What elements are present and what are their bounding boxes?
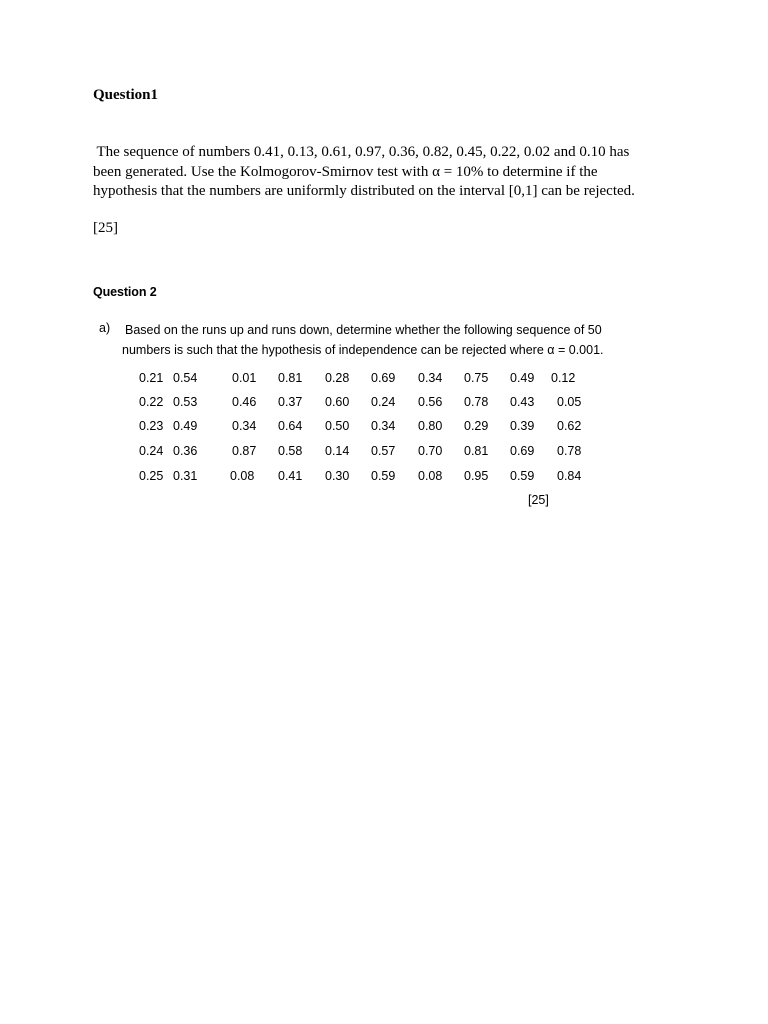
number-cell: 0.36: [173, 444, 198, 458]
number-cell: 0.34: [371, 419, 396, 433]
number-cell: 0.60: [325, 395, 350, 409]
number-cell: 0.84: [557, 469, 582, 483]
number-cell: 0.31: [173, 469, 198, 483]
number-cell: 0.34: [232, 419, 257, 433]
number-cell: 0.50: [325, 419, 350, 433]
number-cell: 0.12: [551, 371, 576, 385]
question1-body-line3: hypothesis that the numbers are uniformly distributed on the interval [0,1] can be rejected.: [93, 183, 635, 199]
number-cell: 0.59: [371, 469, 396, 483]
question1-title: Question1: [93, 87, 159, 103]
number-cell: 0.59: [510, 469, 535, 483]
number-cell: 0.64: [278, 419, 303, 433]
number-cell: 0.24: [139, 444, 164, 458]
number-cell: 0.24: [371, 395, 396, 409]
number-cell: 0.62: [557, 419, 582, 433]
number-cell: 0.05: [557, 395, 582, 409]
question1-body: [93, 143, 678, 202]
number-cell: 0.21: [139, 371, 164, 385]
number-cell: 0.54: [173, 371, 198, 385]
number-cell: 0.01: [232, 371, 257, 385]
question2-marks: [25]: [528, 493, 549, 507]
number-cell: 0.49: [173, 419, 198, 433]
number-cell: 0.78: [464, 395, 489, 409]
number-cell: 0.81: [278, 371, 303, 385]
number-cell: 0.49: [510, 371, 535, 385]
number-cell: 0.22: [139, 395, 164, 409]
number-cell: 0.39: [510, 419, 535, 433]
number-cell: 0.23: [139, 419, 164, 433]
number-cell: 0.53: [173, 395, 198, 409]
number-cell: 0.34: [418, 371, 443, 385]
number-cell: 0.80: [418, 419, 443, 433]
number-cell: 0.75: [464, 371, 489, 385]
number-cell: 0.69: [510, 444, 535, 458]
part-a-text: [122, 320, 645, 360]
number-cell: 0.14: [325, 444, 350, 458]
part-a-text-line1: Based on the runs up and runs down, determine whether the following sequence of 50: [125, 323, 602, 337]
number-cell: 0.70: [418, 444, 443, 458]
part-a-text-line2: numbers is such that the hypothesis of independence can be rejected where α = 0.001.: [122, 343, 604, 357]
number-cell: 0.58: [278, 444, 303, 458]
number-cell: 0.41: [278, 469, 303, 483]
number-cell: 0.95: [464, 469, 489, 483]
number-cell: 0.56: [418, 395, 443, 409]
number-cell: 0.28: [325, 371, 350, 385]
number-cell: 0.43: [510, 395, 535, 409]
number-cell: 0.46: [232, 395, 257, 409]
number-cell: 0.69: [371, 371, 396, 385]
number-cell: 0.08: [418, 469, 443, 483]
question1-marks: [25]: [93, 220, 118, 236]
number-cell: 0.87: [232, 444, 257, 458]
number-cell: 0.57: [371, 444, 396, 458]
question1-body-line2: been generated. Use the Kolmogorov-Smirnov test with α = 10% to determine if the: [93, 163, 598, 180]
number-cell: 0.29: [464, 419, 489, 433]
question2-title: Question 2: [93, 285, 157, 299]
number-cell: 0.81: [464, 444, 489, 458]
number-cell: 0.30: [325, 469, 350, 483]
part-a-label: a): [99, 321, 111, 335]
number-cell: 0.78: [557, 444, 582, 458]
number-cell: 0.08: [230, 469, 255, 483]
number-cell: 0.25: [139, 469, 164, 483]
number-cell: 0.37: [278, 395, 303, 409]
question1-body-line1: The sequence of numbers 0.41, 0.13, 0.61, 0.97, 0.36, 0.82, 0.45, 0.22, 0.02 and 0.10 has: [93, 144, 630, 160]
